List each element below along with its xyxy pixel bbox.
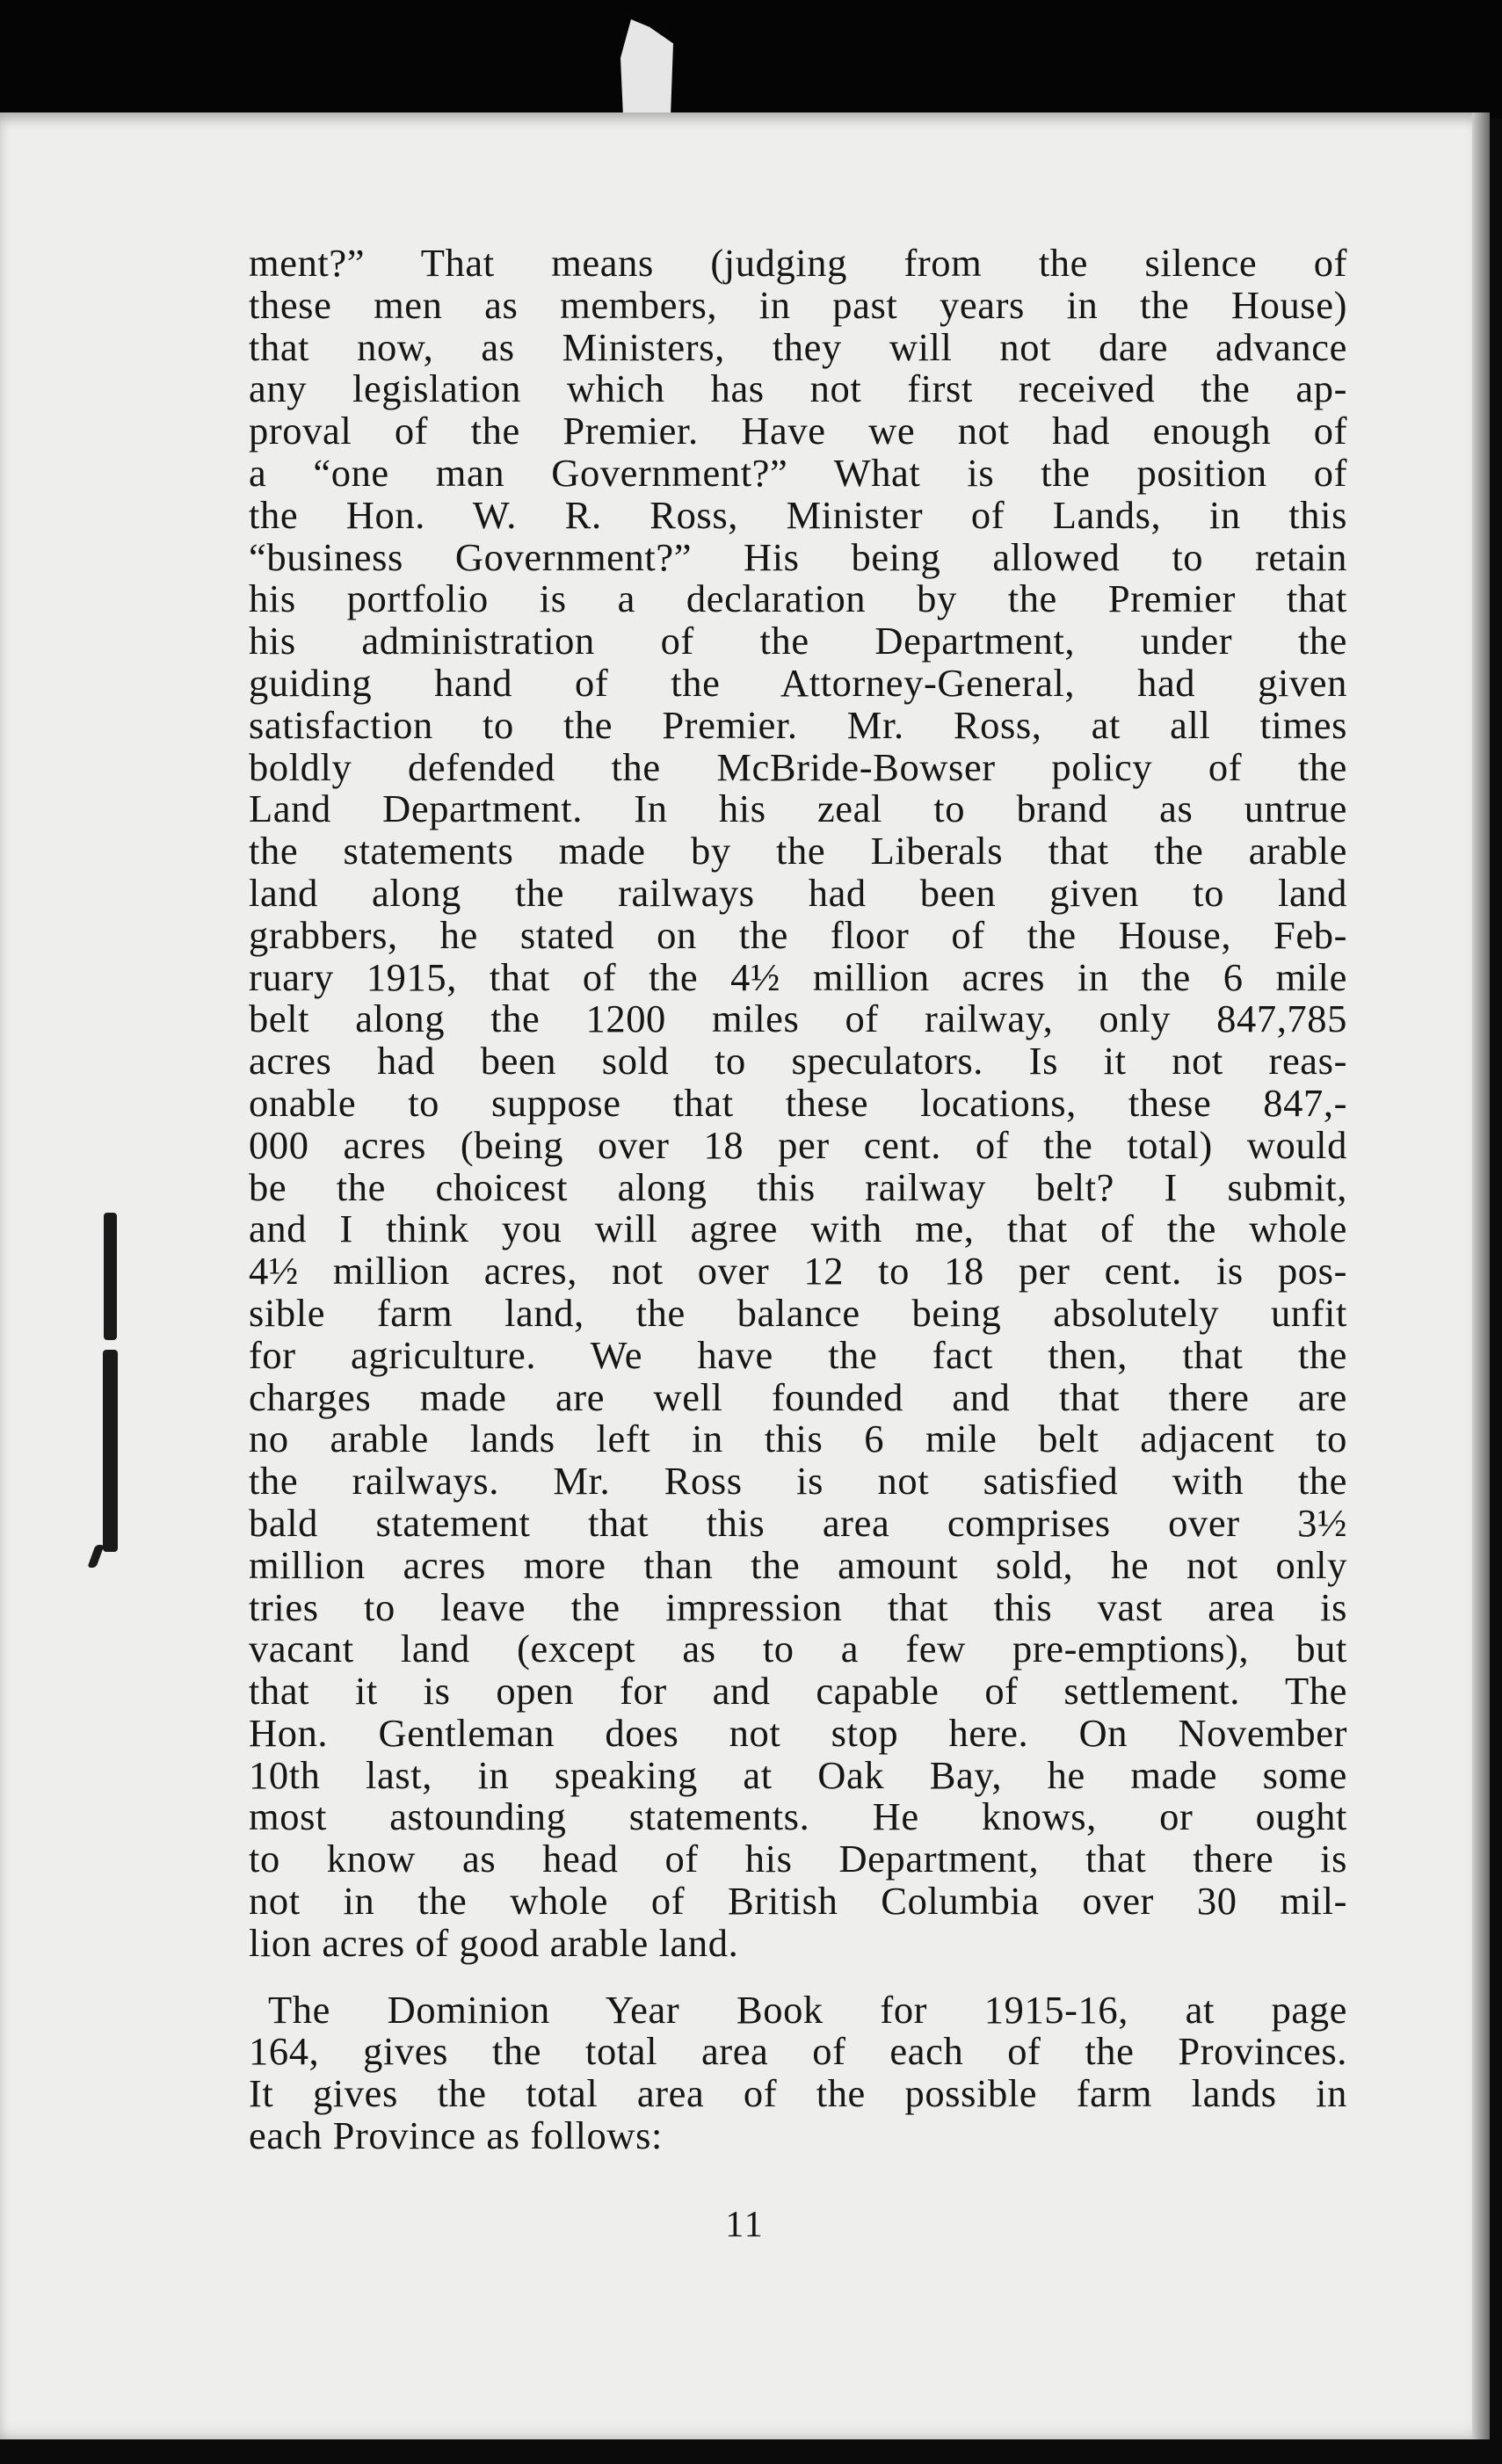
text-line: sible farm land, the balance being absolutely unfit <box>249 1290 1347 1335</box>
text-line: the statements made by the Liberals that the arable <box>249 829 1347 873</box>
text-line: The Dominion Year Book for 1915-16, at page <box>268 1987 1347 2032</box>
text-line: 000 acres (being over 18 per cent. of the total) would <box>249 1122 1347 1167</box>
text-line: each Province as follows: <box>249 2113 663 2158</box>
text-line: to know as head of his Department, that there is <box>249 1837 1347 1881</box>
text-line: onable to suppose that these locations, these 847,- <box>249 1080 1347 1125</box>
text-line: any legislation which has not first received the ap- <box>249 366 1347 411</box>
text-line: that now, as Ministers, they will not dare advance <box>249 324 1347 369</box>
body-text <box>249 243 1347 2157</box>
text-line: 10th last, in speaking at Oak Bay, he made some <box>249 1752 1347 1797</box>
text-line: his administration of the Department, under the <box>249 619 1347 663</box>
text-line: guiding hand of the Attorney-General, had given <box>249 660 1347 705</box>
text-line: that it is open for and capable of settlement. The <box>249 1669 1347 1714</box>
text-line: no arable lands left in this 6 mile belt adjacent to <box>249 1417 1347 1461</box>
book-page <box>0 112 1490 2439</box>
text-line: ment?” That means (judging from the silence of <box>249 241 1347 285</box>
text-line: It gives the total area of the possible farm lands in <box>249 2071 1347 2116</box>
text-line: most astounding statements. He knows, or ought <box>249 1794 1347 1839</box>
text-line: 164, gives the total area of each of the Provinces. <box>249 2029 1347 2074</box>
text-line: lion acres of good arable land. <box>249 1920 739 1965</box>
text-line: the railways. Mr. Ross is not satisfied with the <box>249 1459 1347 1504</box>
text-line: belt along the 1200 miles of railway, only 847,785 <box>249 996 1347 1041</box>
binding-mark-tail <box>87 1545 104 1568</box>
text-line: not in the whole of British Columbia over 30 mil- <box>249 1879 1347 1924</box>
text-line: 4½ million acres, not over 12 to 18 per cent. is pos- <box>249 1249 1347 1294</box>
text-line: grabbers, he stated on the floor of the House, Feb- <box>249 912 1347 957</box>
text-line: land along the railways had been given to land <box>249 870 1347 915</box>
text-line: million acres more than the amount sold, he not only <box>249 1542 1347 1587</box>
text-line: these men as members, in past years in the House) <box>249 282 1347 327</box>
paragraph <box>249 243 1347 1965</box>
binding-mark-lower <box>103 1350 118 1552</box>
text-line: boldly defended the McBride-Bowser policy of the <box>249 744 1347 789</box>
text-line: charges made are well founded and that there are <box>249 1374 1347 1419</box>
text-line: ruary 1915, that of the 4½ million acres in the 6 mile <box>249 954 1347 999</box>
text-line: a “one man Government?” What is the position of <box>249 450 1347 495</box>
text-line: the Hon. W. R. Ross, Minister of Lands, in this <box>249 492 1347 537</box>
text-line: satisfaction to the Premier. Mr. Ross, at all times <box>249 702 1347 747</box>
page-edge-shadow <box>1472 112 1490 2439</box>
scan-top-background <box>0 0 1502 119</box>
text-line: acres had been sold to speculators. Is it not reas- <box>249 1039 1347 1083</box>
text-line: proval of the Premier. Have we not had enough of <box>249 409 1347 453</box>
paragraph <box>249 1989 1347 2157</box>
text-line: his portfolio is a declaration by the Premier that <box>249 576 1347 621</box>
binding-mark-upper <box>104 1213 117 1340</box>
text-line: vacant land (except as to a few pre-emptions), but <box>249 1627 1347 1671</box>
text-line: for agriculture. We have the fact then, that the <box>249 1332 1347 1377</box>
page-number: 11 <box>725 2205 765 2245</box>
text-line: “business Government?” His being allowed to retain <box>249 534 1347 579</box>
text-line: and I think you will agree with me, that of the whole <box>249 1207 1347 1251</box>
text-line: Hon. Gentleman does not stop here. On November <box>249 1710 1347 1755</box>
text-line: tries to leave the impression that this vast area is <box>249 1584 1347 1629</box>
text-line: Land Department. In his zeal to brand as untrue <box>249 786 1347 831</box>
text-line: be the choicest along this railway belt? I submit, <box>249 1164 1347 1209</box>
text-line: bald statement that this area comprises over 3½ <box>249 1500 1347 1545</box>
